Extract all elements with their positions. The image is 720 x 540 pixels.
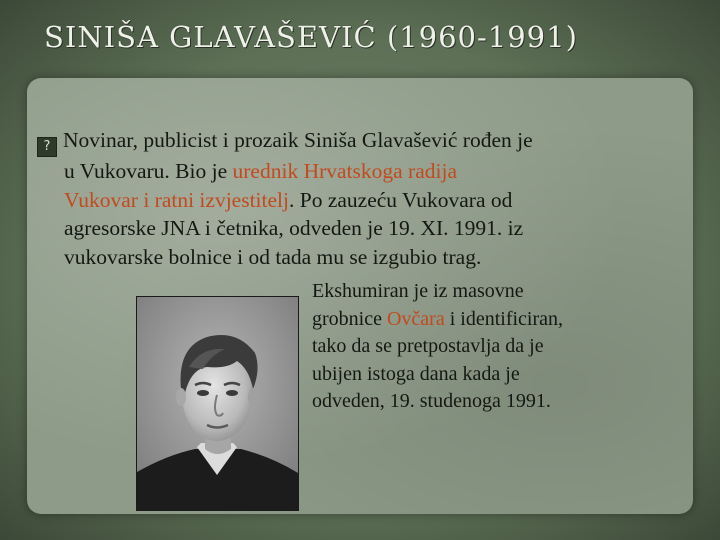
intro-text: Novinar, publicist i prozaik Siniša Glavašević rođen je [63, 128, 533, 152]
highlight-text: Ovčara [386, 307, 445, 330]
portrait-photo [136, 296, 299, 511]
highlight-text: Vukovar i ratni izvjestitelj [64, 187, 289, 212]
intro-line [37, 186, 687, 215]
side-text: grobnice [312, 307, 387, 330]
side-line: tako da se pretpostavlja da je [312, 335, 544, 357]
side-line: Ekshumiran je iz masovne [312, 280, 524, 302]
slide-title: SINIŠA GLAVAŠEVIĆ (1960-1991) [44, 20, 578, 54]
side-paragraph [312, 278, 672, 416]
portrait-image [137, 297, 298, 510]
intro-line [37, 243, 687, 272]
intro-text: agresorske JNA i četnika, odveden je 19. XI. 1991. iz [64, 216, 524, 240]
side-line: odveden, 19. studenoga 1991. [312, 390, 551, 412]
side-text: i identificiran, [444, 307, 564, 330]
intro-paragraph [37, 126, 687, 271]
missing-glyph-icon: ? [37, 137, 57, 157]
intro-text: vukovarske bolnice i od tada mu se izgubio trag. [64, 244, 482, 269]
intro-text: . Po zauzeću Vukovara od [289, 187, 513, 212]
intro-line [37, 157, 687, 186]
highlight-text: urednik Hrvatskoga radija [232, 159, 457, 183]
side-line [312, 306, 672, 334]
intro-line [37, 126, 687, 157]
side-line: ubijen istoga dana kada je [312, 362, 520, 385]
intro-line [37, 214, 687, 243]
intro-text: u Vukovaru. Bio je [64, 159, 233, 183]
